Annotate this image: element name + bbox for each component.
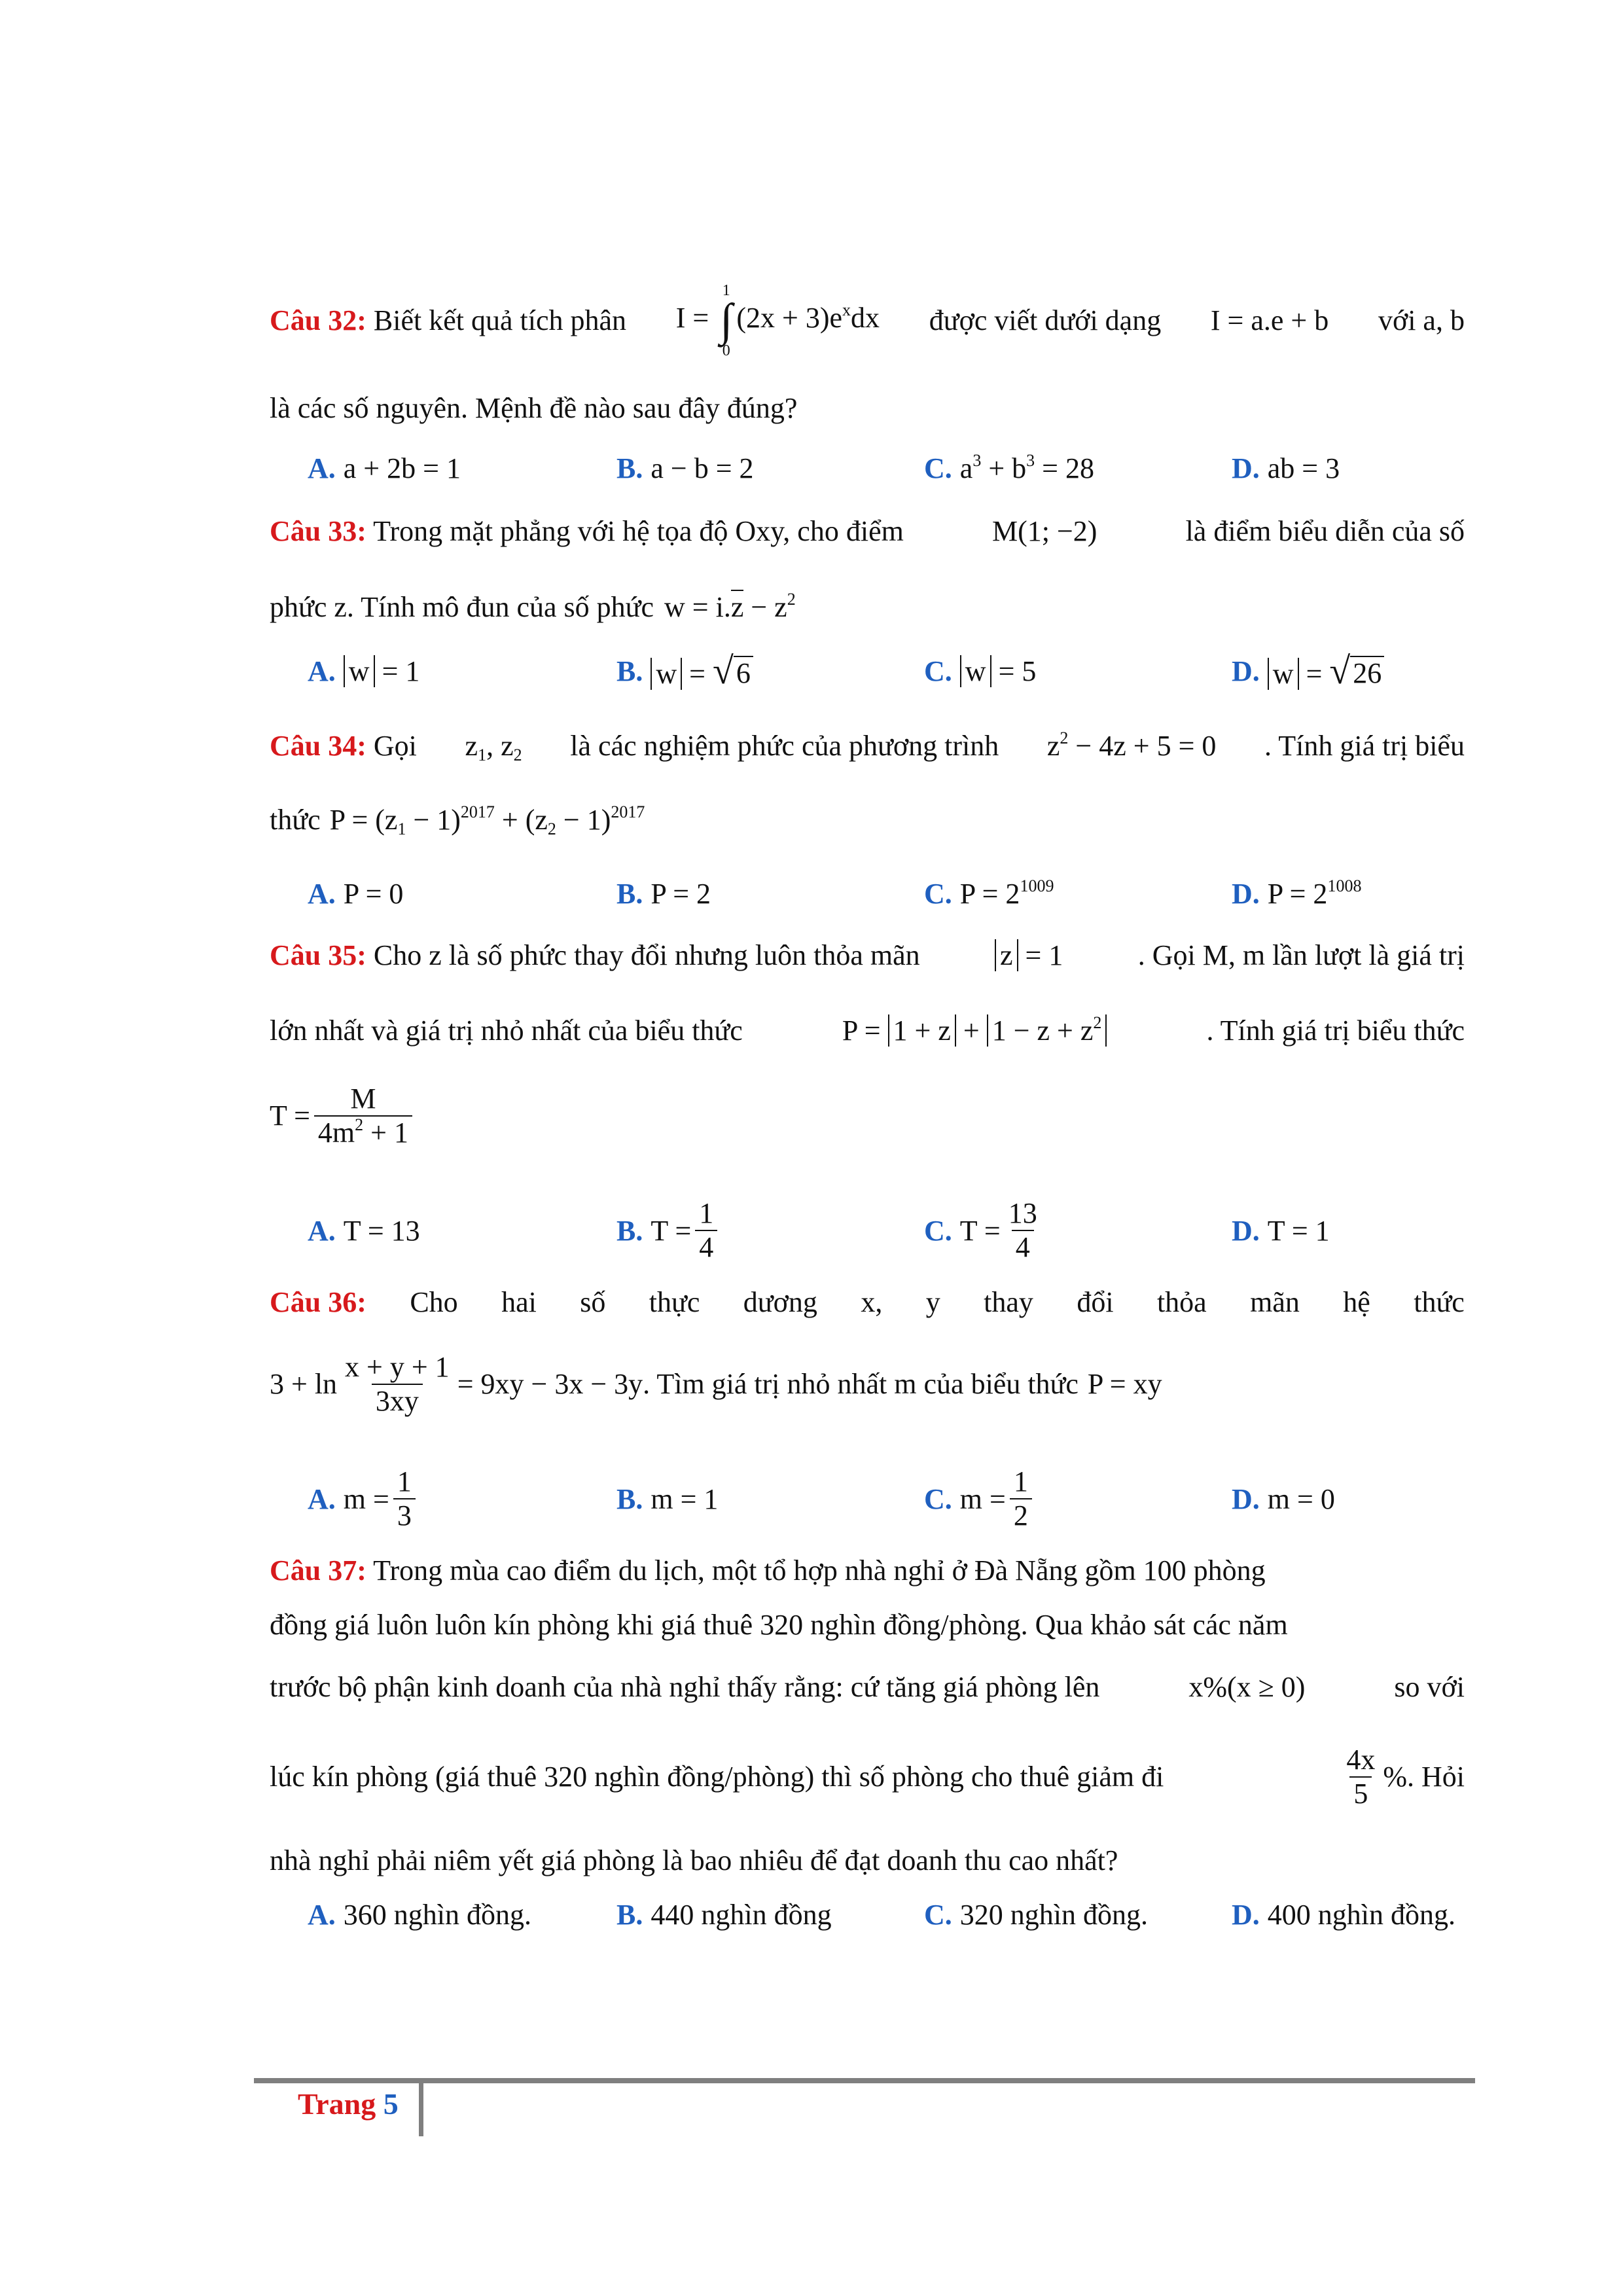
option-d-label: D. bbox=[1232, 1214, 1260, 1247]
option-d-text: m = 0 bbox=[1267, 1482, 1335, 1515]
z-conjugate: z bbox=[730, 591, 744, 623]
q32-label: Câu 32: bbox=[270, 304, 366, 336]
q32-dx: dx bbox=[851, 302, 880, 334]
option-b-label: B. bbox=[616, 452, 643, 484]
option-c-label: C. bbox=[924, 1482, 952, 1515]
abs-z: z bbox=[995, 939, 1018, 971]
q35-t-expression bbox=[270, 1073, 1465, 1158]
q37-line4-text: lúc kín phòng (giá thuê 320 nghìn đồng/phòng) thì số phòng cho thuê giảm đi bbox=[270, 1761, 1164, 1793]
q36-word: hai bbox=[501, 1286, 537, 1318]
option-a-text: 360 nghìn đồng. bbox=[343, 1898, 532, 1931]
option-d-text: ab = 3 bbox=[1267, 452, 1340, 484]
q36-word: thức bbox=[1414, 1286, 1465, 1318]
eq-a: z bbox=[1046, 730, 1060, 762]
q36-word: x, bbox=[861, 1286, 883, 1318]
option-a-label: A. bbox=[308, 655, 336, 687]
abs2-a: 1 − z + z bbox=[991, 1014, 1094, 1047]
q32-form: I = a.e + b bbox=[1210, 304, 1329, 336]
d-base: P = 2 bbox=[1267, 877, 1328, 910]
q34-label: Câu 34: bbox=[270, 730, 366, 762]
c-exp1: 3 bbox=[972, 450, 982, 470]
option-d-text bbox=[1268, 877, 1362, 910]
q34-options bbox=[270, 861, 1465, 926]
q37-options bbox=[270, 1882, 1465, 1947]
p-lhs: P = bbox=[842, 1014, 881, 1047]
abs-w: w bbox=[960, 655, 991, 687]
q37-fraction-group bbox=[1338, 1744, 1465, 1810]
sqrt bbox=[1329, 649, 1384, 692]
sqrt-symbol: √ bbox=[1329, 649, 1351, 692]
q37-line3-end: so với bbox=[1394, 1671, 1465, 1703]
t-lhs: T = bbox=[270, 1100, 310, 1132]
option-a-text: a + 2b = 1 bbox=[343, 452, 461, 484]
q33-w-expression bbox=[664, 589, 796, 626]
q37-line5: nhà nghỉ phải niêm yết giá phòng là bao nhiêu để đạt doanh thu cao nhất? bbox=[270, 1844, 1118, 1876]
option-b-lhs: T = bbox=[651, 1214, 692, 1247]
t-fraction bbox=[314, 1083, 412, 1149]
option-a-lhs: m = bbox=[343, 1482, 389, 1515]
c-rest: = 5 bbox=[991, 655, 1037, 687]
p-s1: 1 bbox=[397, 819, 406, 838]
q36-word: thực bbox=[649, 1286, 700, 1318]
q34-option-b[interactable] bbox=[616, 861, 711, 926]
q37-label: Câu 37: bbox=[270, 1554, 366, 1587]
q36-options bbox=[270, 1460, 1465, 1538]
abs-w: w bbox=[344, 655, 375, 687]
z1-sub: 1 bbox=[478, 745, 487, 764]
option-c-text: 320 nghìn đồng. bbox=[959, 1898, 1149, 1931]
q37-x-percent: x%(x ≥ 0) bbox=[1188, 1671, 1306, 1703]
a-den: 3 bbox=[393, 1498, 416, 1532]
q36-word: đổi bbox=[1077, 1286, 1114, 1318]
abs-w: w bbox=[651, 658, 682, 690]
option-b-label: B. bbox=[616, 877, 643, 910]
option-b-text: m = 1 bbox=[651, 1482, 719, 1515]
q37-line3 bbox=[270, 1668, 1465, 1707]
q33-option-a[interactable] bbox=[308, 638, 419, 704]
c-mid: + b bbox=[981, 452, 1027, 484]
t-den-a: 4m bbox=[317, 1117, 355, 1149]
q35-option-a[interactable] bbox=[308, 1191, 420, 1270]
option-b-label: B. bbox=[616, 1482, 643, 1515]
option-b-text: 440 nghìn đồng bbox=[651, 1898, 832, 1931]
eq-den: 3xy bbox=[372, 1384, 423, 1418]
q37-option-c[interactable] bbox=[924, 1882, 1148, 1947]
option-d-label: D. bbox=[1232, 655, 1260, 687]
option-a-text bbox=[344, 655, 420, 688]
c-den: 2 bbox=[1010, 1498, 1032, 1532]
option-c-text bbox=[960, 452, 1094, 485]
q32-option-a[interactable] bbox=[308, 435, 461, 501]
q37-option-b[interactable] bbox=[616, 1882, 832, 1947]
q34-line2 bbox=[270, 802, 1465, 838]
q33-option-d[interactable] bbox=[1232, 638, 1384, 704]
q36-option-d[interactable] bbox=[1232, 1460, 1335, 1538]
q32-text2: được viết dưới dạng bbox=[929, 304, 1162, 336]
option-c-label: C. bbox=[924, 1898, 952, 1931]
z2-sub: 2 bbox=[513, 745, 522, 764]
d-exp: 1008 bbox=[1327, 876, 1362, 895]
eq-b: − 4z + 5 = 0 bbox=[1068, 730, 1217, 762]
a-num: 1 bbox=[397, 1465, 412, 1498]
q36-option-b[interactable] bbox=[616, 1460, 718, 1538]
q36-word: thay bbox=[984, 1286, 1033, 1318]
q35-option-d[interactable] bbox=[1232, 1191, 1330, 1270]
t-den bbox=[314, 1115, 412, 1149]
frac-den: 5 bbox=[1349, 1776, 1372, 1810]
q32-integrand: (2x + 3)e bbox=[736, 302, 843, 334]
option-d-text: T = 1 bbox=[1267, 1214, 1330, 1247]
frac-num: 4x bbox=[1346, 1744, 1376, 1776]
q34-text1: Gọi bbox=[373, 730, 417, 762]
q33-point: M(1; −2) bbox=[991, 515, 1097, 547]
q36-text2: . Tìm giá trị nhỏ nhất m của biểu thức bbox=[643, 1368, 1079, 1400]
t-num: M bbox=[350, 1083, 376, 1115]
q34-option-a[interactable] bbox=[308, 861, 403, 926]
q35-option-b[interactable] bbox=[616, 1191, 721, 1270]
option-b-text bbox=[651, 649, 753, 692]
q37-line4-end: %. Hỏi bbox=[1383, 1761, 1465, 1793]
q32-text3: với a, b bbox=[1378, 304, 1465, 336]
z1: z bbox=[465, 730, 478, 762]
option-c-fraction bbox=[1010, 1465, 1032, 1532]
q35-option-c[interactable] bbox=[924, 1191, 1045, 1270]
q35-line2-text: lớn nhất và giá trị nhỏ nhất của biểu thức bbox=[270, 1014, 743, 1047]
q34-equation bbox=[1047, 728, 1217, 764]
option-d-label: D. bbox=[1232, 452, 1260, 484]
integral-upper-limit: 1 bbox=[722, 282, 730, 299]
option-c-label: C. bbox=[924, 452, 952, 484]
p-lhs: P = (z bbox=[329, 804, 398, 836]
footer-label: Trang bbox=[298, 2087, 376, 2121]
abs2-exp: 2 bbox=[1093, 1013, 1102, 1032]
option-d-text bbox=[1268, 649, 1384, 692]
q33-option-b[interactable] bbox=[616, 638, 753, 704]
w-exp: 2 bbox=[787, 590, 796, 609]
q32-integral-expression bbox=[676, 281, 880, 360]
eq-rhs: = 9xy − 3x − 3y bbox=[457, 1368, 643, 1400]
option-b-label: B. bbox=[616, 1214, 643, 1247]
q33-line2 bbox=[270, 589, 1465, 626]
q32-options bbox=[270, 435, 1465, 501]
c-exp: 1009 bbox=[1020, 876, 1054, 895]
q37-line1-text: Trong mùa cao điểm du lịch, một tổ hợp nhà nghỉ ở Đà Nẵng gồm 100 phòng bbox=[373, 1554, 1266, 1587]
q36-word: hệ bbox=[1343, 1286, 1370, 1318]
b-den: 4 bbox=[695, 1230, 717, 1264]
option-c-text bbox=[960, 877, 1054, 910]
eq-num: x + y + 1 bbox=[345, 1351, 450, 1383]
option-b-text: P = 2 bbox=[651, 877, 711, 910]
b-num: 1 bbox=[699, 1197, 714, 1229]
q35-condition bbox=[995, 937, 1063, 974]
q33-option-c[interactable] bbox=[924, 638, 1036, 704]
q36-word: dương bbox=[743, 1286, 817, 1318]
b-rest: = bbox=[682, 657, 713, 690]
q32-lhs: I = bbox=[675, 302, 709, 334]
q34-text3: . Tính giá trị biểu bbox=[1264, 730, 1465, 762]
q36-label: Câu 36: bbox=[270, 1286, 366, 1318]
q34-roots bbox=[465, 728, 522, 764]
option-c-lhs: T = bbox=[959, 1214, 1001, 1247]
q33-text2: là điểm biểu diễn của số bbox=[1185, 515, 1465, 547]
q34-option-d[interactable] bbox=[1232, 861, 1361, 926]
page-number: 5 bbox=[383, 2087, 399, 2121]
p-s2: 2 bbox=[547, 819, 556, 838]
c-num: 1 bbox=[1013, 1465, 1028, 1498]
t-den-b: + 1 bbox=[363, 1117, 408, 1149]
p-mid: − 1) bbox=[406, 804, 461, 836]
p-end: − 1) bbox=[556, 804, 611, 836]
option-a-text: T = 13 bbox=[343, 1214, 420, 1247]
q34-p-expression bbox=[330, 802, 645, 838]
q36-line2 bbox=[270, 1342, 1465, 1427]
option-b-label: B. bbox=[616, 1898, 643, 1931]
q33-line1 bbox=[270, 512, 1465, 551]
q36-word: y bbox=[925, 1286, 940, 1318]
footer-rule bbox=[254, 2078, 1475, 2083]
option-a-label: A. bbox=[308, 1214, 336, 1247]
q36-word: Cho bbox=[410, 1286, 458, 1318]
eq-fraction bbox=[341, 1351, 454, 1418]
option-b-label: B. bbox=[616, 655, 643, 687]
q36-word: mãn bbox=[1250, 1286, 1300, 1318]
w-rest: − z bbox=[743, 591, 787, 623]
c-den: 4 bbox=[1012, 1230, 1034, 1264]
q35-label: Câu 35: bbox=[270, 939, 366, 971]
q35-options bbox=[270, 1191, 1465, 1270]
q36-option-c[interactable] bbox=[924, 1460, 1036, 1538]
abs-1: 1 + z bbox=[888, 1014, 956, 1047]
q35-text2: . Gọi M, m lần lượt là giá trị bbox=[1137, 939, 1465, 971]
q36-word: thỏa bbox=[1156, 1286, 1207, 1318]
c-exp2: 3 bbox=[1026, 450, 1035, 470]
t-den-exp: 2 bbox=[355, 1115, 364, 1134]
footer-divider bbox=[419, 2081, 423, 2136]
q34-line1 bbox=[270, 726, 1465, 766]
radicand: 6 bbox=[734, 656, 753, 690]
q36-line1 bbox=[270, 1283, 1465, 1322]
q37-fraction bbox=[1342, 1744, 1379, 1810]
q37-line3-text: trước bộ phận kinh doanh của nhà nghỉ thấy rằng: cứ tăng giá phòng lên bbox=[270, 1671, 1100, 1703]
q35-line1 bbox=[270, 936, 1465, 975]
option-a-label: A. bbox=[308, 1898, 336, 1931]
c-num: 13 bbox=[1008, 1197, 1037, 1229]
q34-line2-text: thức bbox=[270, 804, 321, 836]
a-rest: = 1 bbox=[374, 655, 420, 687]
option-a-label: A. bbox=[308, 1482, 336, 1515]
option-c-fraction bbox=[1005, 1197, 1041, 1264]
q35-line2 bbox=[270, 1011, 1465, 1050]
q32-text: Biết kết quả tích phân bbox=[373, 304, 627, 336]
cond-rest: = 1 bbox=[1018, 939, 1063, 971]
page-footer bbox=[298, 2087, 399, 2121]
z2: , z bbox=[486, 730, 514, 762]
c-base: P = 2 bbox=[959, 877, 1020, 910]
q32-line1 bbox=[270, 281, 1465, 360]
q34-option-c[interactable] bbox=[924, 861, 1054, 926]
option-a-text: P = 0 bbox=[343, 877, 404, 910]
q35-text1: Cho z là số phức thay đổi nhưng luôn thỏa mãn bbox=[373, 939, 920, 971]
option-c-label: C. bbox=[924, 1214, 952, 1247]
option-d-label: D. bbox=[1232, 1898, 1260, 1931]
c-base1: a bbox=[959, 452, 973, 484]
option-a-label: A. bbox=[308, 877, 336, 910]
q36-word: số bbox=[580, 1286, 606, 1318]
p-plus: + (z bbox=[494, 804, 548, 836]
q37-option-a[interactable] bbox=[308, 1882, 531, 1947]
option-d-text: 400 nghìn đồng. bbox=[1267, 1898, 1456, 1931]
q33-label: Câu 33: bbox=[270, 515, 366, 547]
abs-2 bbox=[987, 1014, 1107, 1047]
option-c-label: C. bbox=[924, 655, 952, 687]
q35-p-expression bbox=[842, 1013, 1107, 1049]
q36-p: P = xy bbox=[1087, 1368, 1162, 1400]
option-a-fraction bbox=[393, 1465, 416, 1532]
q36-option-a[interactable] bbox=[308, 1460, 419, 1538]
q32-option-b[interactable] bbox=[616, 435, 754, 501]
option-c-text bbox=[960, 655, 1037, 688]
option-c-lhs: m = bbox=[959, 1482, 1006, 1515]
d-rest: = bbox=[1298, 657, 1330, 690]
q37-line4 bbox=[270, 1734, 1465, 1820]
q33-line2-text: phức z. Tính mô đun của số phức bbox=[270, 591, 654, 623]
p-plus: + bbox=[955, 1014, 987, 1047]
p-e2: 2017 bbox=[611, 802, 645, 821]
q37-option-d[interactable] bbox=[1232, 1882, 1455, 1947]
integral-sign bbox=[720, 281, 732, 360]
option-d-label: D. bbox=[1232, 1482, 1260, 1515]
eq-exp: 2 bbox=[1060, 728, 1069, 747]
p-e1: 2017 bbox=[460, 802, 495, 821]
radicand: 26 bbox=[1350, 656, 1384, 690]
abs-w: w bbox=[1268, 658, 1299, 690]
eq-lhs: 3 + ln bbox=[270, 1368, 338, 1400]
q37-line2: đồng giá luôn luôn kín phòng khi giá thuê 320 nghìn đồng/phòng. Qua khảo sát các năm bbox=[270, 1609, 1288, 1641]
option-b-fraction bbox=[695, 1197, 717, 1264]
q32-line2: là các số nguyên. Mệnh đề nào sau đây đúng? bbox=[270, 392, 798, 424]
q37-line1 bbox=[270, 1552, 1465, 1589]
option-b-text: a − b = 2 bbox=[651, 452, 754, 484]
q32-option-c[interactable] bbox=[924, 435, 1094, 501]
option-c-label: C. bbox=[924, 877, 952, 910]
q35-line2-end: . Tính giá trị biểu thức bbox=[1206, 1014, 1465, 1047]
integral-symbol: ∫ bbox=[720, 295, 733, 346]
sqrt-symbol: √ bbox=[712, 649, 734, 692]
q32-integrand-exponent: x bbox=[842, 300, 851, 320]
q33-text1: Trong mặt phẳng với hệ tọa độ Oxy, cho điểm bbox=[373, 515, 904, 547]
sqrt bbox=[712, 649, 753, 692]
integral-lower-limit: 0 bbox=[722, 342, 730, 359]
c-tail: = 28 bbox=[1035, 452, 1094, 484]
w-lhs: w = i. bbox=[664, 591, 731, 623]
q32-option-d[interactable] bbox=[1232, 435, 1340, 501]
q33-options bbox=[270, 638, 1465, 704]
option-a-label: A. bbox=[308, 452, 336, 484]
option-d-label: D. bbox=[1232, 877, 1260, 910]
q34-text2: là các nghiệm phức của phương trình bbox=[570, 730, 999, 762]
